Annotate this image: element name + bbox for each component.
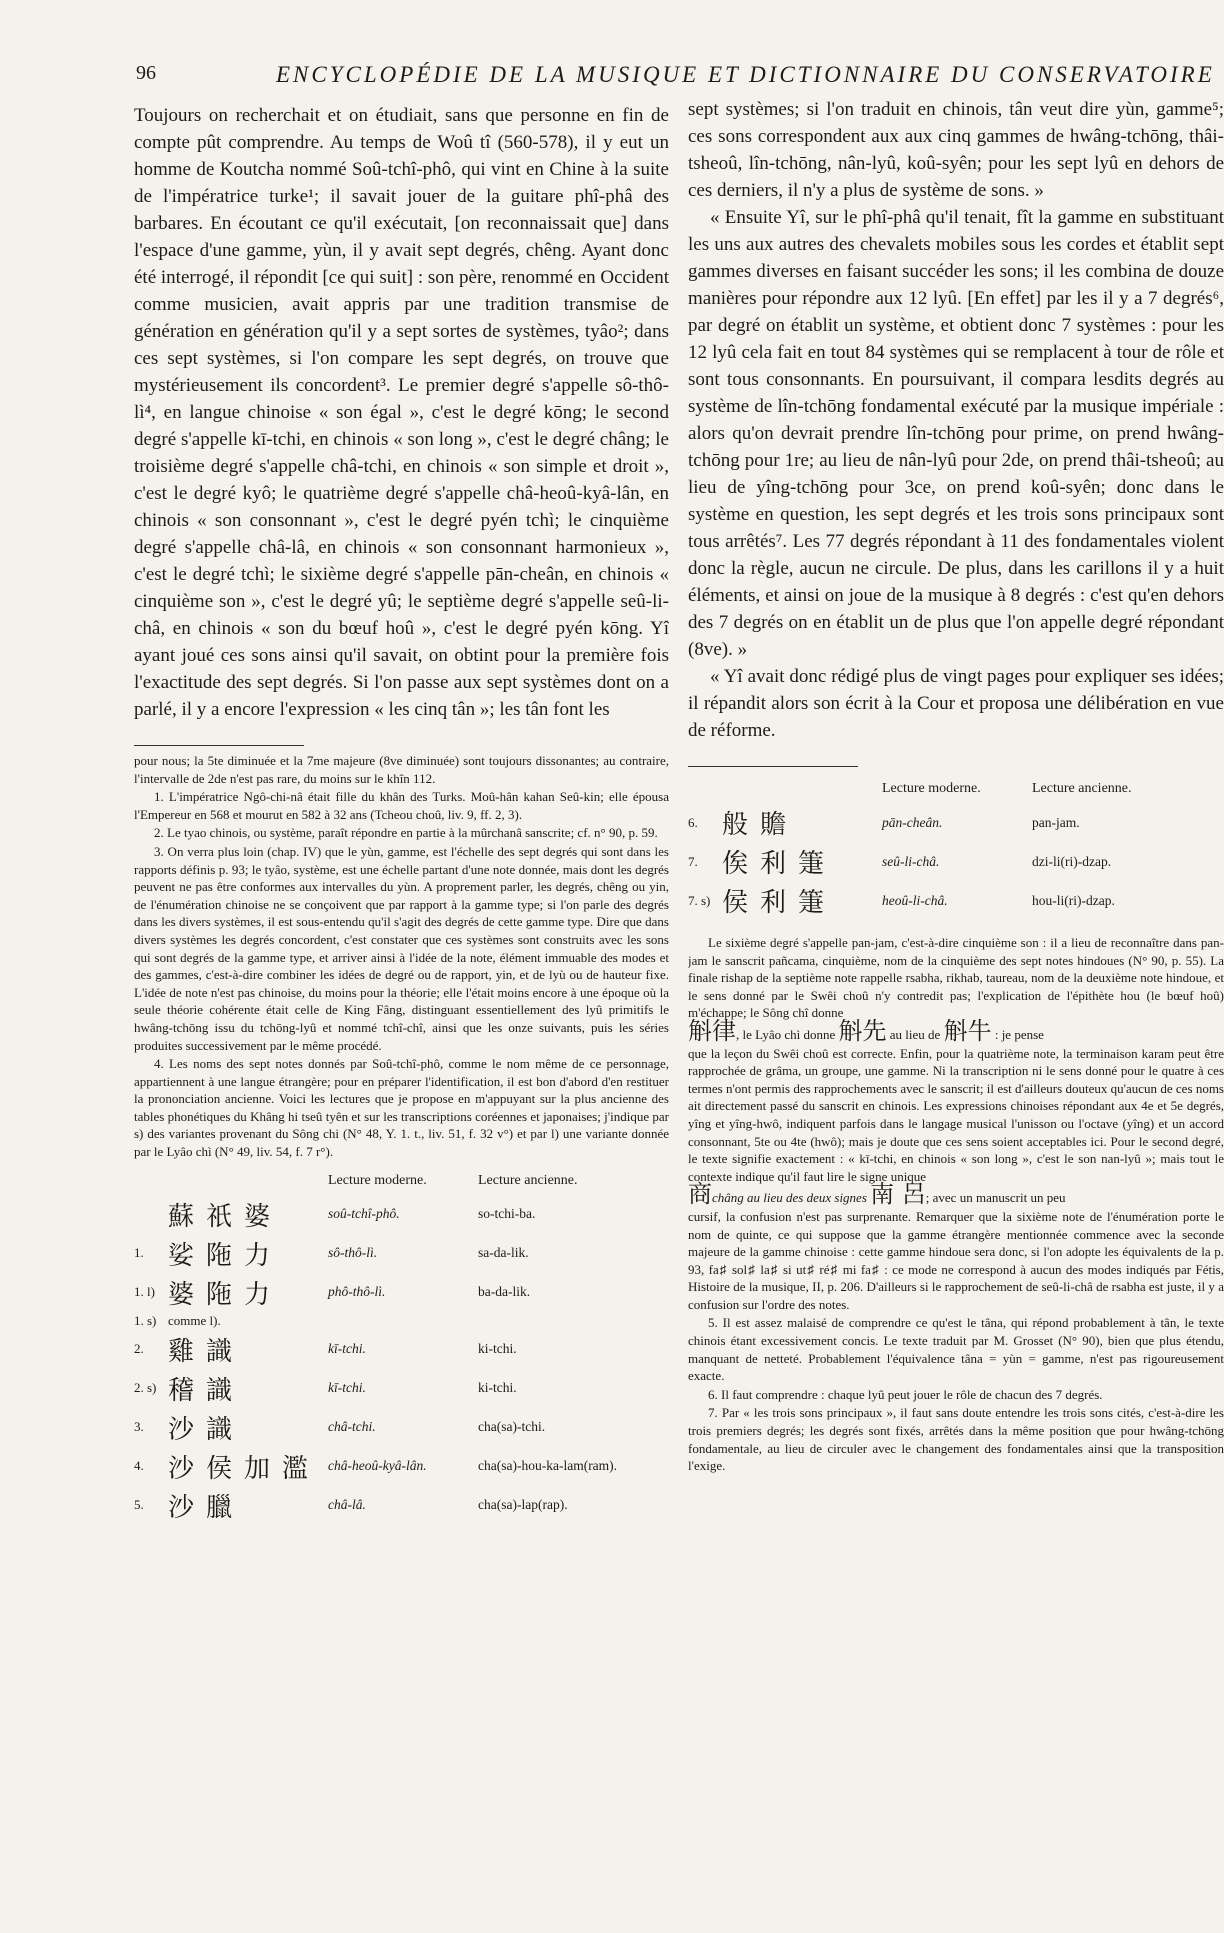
chinese-characters: 沙侯加濫 bbox=[168, 1453, 321, 1484]
table-row bbox=[134, 1408, 669, 1447]
footnote-rule bbox=[134, 745, 304, 746]
chinese-characters: 斛牛 bbox=[943, 1016, 992, 1045]
table-row bbox=[134, 1273, 669, 1312]
row-index: 6. bbox=[688, 814, 698, 830]
row-index: 7. bbox=[688, 853, 698, 869]
chinese-characters: 婆陁力 bbox=[168, 1279, 283, 1310]
right-footnotes bbox=[688, 934, 1224, 1475]
table-row bbox=[134, 1312, 669, 1330]
chinese-characters: 般贍 bbox=[722, 810, 799, 840]
modern-reading: sô-thô-lì. bbox=[328, 1245, 378, 1261]
row-index: 1. l) bbox=[134, 1284, 155, 1300]
row-index: 7. s) bbox=[688, 892, 711, 908]
footnote-4: 4. Les noms des sept notes donnés par Soû-tchî-phô, comme le nom même de ce personnage, appartiennent à une langue étrangère; pour en préparer l'identification, il est bon d'abord d'en restituer la prononciation ancienne. Voici les lectures que je propose en m'appuyant sur la plus ancienne des tables phonétiques du Khâng hi tseû tyên et sur les transcriptions coréennes et japonaises; j'indique par s) des variantes provenant du Sông chi (N° 48, Y. 1. t., liv. 51, f. 32 v°) et par l) une variante donnée par le Lyâo chì (N° 49, liv. 54, f. 7 r°). bbox=[134, 1056, 669, 1160]
row-index: 3. bbox=[134, 1419, 144, 1435]
chinese-characters: 商 bbox=[688, 1180, 712, 1209]
footnote-7: 7. Par « les trois sons principaux », il faut sans doute entendre les trois sons cités, c'est-à-dire les trois premiers degrés; les degrés sont fixés, arrêtés dans la même position que pour hwâng-tchōng fondamentale, au lieu de circuler avec le changement des fondamentales ainsi que la transposition l'exige. bbox=[688, 1405, 1224, 1474]
chinese-characters: 侯利箑 bbox=[722, 888, 837, 918]
table-row bbox=[134, 1195, 669, 1234]
table-row bbox=[134, 1486, 669, 1525]
footnote-6: 6. Il faut comprendre : chaque lyû peut jouer le rôle de chacun des 7 degrés. bbox=[708, 1386, 1103, 1402]
ancient-reading: cha(sa)-hou-ka-lam(ram). bbox=[478, 1458, 618, 1474]
footnote-4-continued: Le sixième degré s'appelle pan-jam, c'est-à-dire cinquième son : il a lieu de reconnaître dans pan-jam le sanscrit pañcama, cinquième, nom de la cinquième des sept notes hindoues (N° 90, p. 55). La finale rishap de la septième note rappelle rsabha, rikhab, taureau, nom de la deuxième note hindoue, et le sens donné par le Swêi choû n'y contredit pas; l'explication de l'épithète hou (le bœuf hoû) m'échappe; le Sông chî donne bbox=[688, 935, 1224, 1021]
chinese-characters: 斛先 bbox=[838, 1016, 887, 1045]
left-body-paragraph: Toujours on recherchait et on étudiait, sans que personne en fin de compte pût comprendre. Au temps de Woû tî (560-578), il y eut un homme de Koutcha nommé Soû-tchî-phô, qui vint en Chine à la suite de l'impératrice turke¹; il savait jouer de la guitare phî-phâ des barbares. En écoutant ce qu'il exécutait, [on reconnaissait que] dans l'espace d'une gamme, yùn, il y avait sept degrés, chêng. Ayant donc été interrogé, il répondit [ce qui suit] : son père, renommé en Occident comme musicien, avait appris par une tradition transmise de génération en génération qu'il y a sept sortes de systèmes, tyâo²; dans ces sept systèmes, si l'on compare les sept degrés, on trouve que mystérieusement ils concordent³. Le premier degré s'appelle sô-thô-lì⁴, en langue chinoise « son égal », c'est le degré kōng; le second degré s'appelle kī-tchi, en chinois « son long », c'est le degré châng; le troisième degré s'appelle châ-tchi, en chinois « son simple et droit », c'est le degré kyô; le quatrième degré s'appelle châ-heoû-kyâ-lân, en chinois « son consonnant », c'est le degré pyén tchì; le cinquième degré s'appelle châ-lâ, en chinois « son consonnant harmonieux », c'est le degré tchì; le sixième degré s'appelle pān-cheân, en chinois « cinquième son », c'est le degré yû; le septième degré s'appelle seû-li-châ, en chinois « son du bœuf hoû », c'est le degré pyén kōng. Yî ayant joué ces sons ainsi qu'il savait, on obtint pour la première fois l'exactitude des sept degrés. Si l'on passe aux sept systèmes dont on a parlé, il y a encore l'expression « les cinq tân »; les tân font les bbox=[134, 105, 669, 720]
chinese-characters: 娑陁力 bbox=[168, 1240, 283, 1271]
right-body-paragraph: « Yî avait donc rédigé plus de vingt pages pour expliquer ses idées; il répandit alors son écrit à la Cour et proposa une délibération en vue de réforme. bbox=[688, 666, 1224, 741]
footnote-4-continued: que la leçon du Swêi choû est correcte. Enfin, pour la quatrième note, la terminaison karam peut être rapprochée de grâma, un groupe, une gamme. Ni la transcription ni le sens donné pour le quatre à ces termes n'ont permis des rapprochements avec le sanscrit; il est d'ailleurs douteux qu'aucun de ces noms ait directement passé du sanscrit en chinois. Les expressions chinoises répondant aux 4e et 5e degrés, yîng et yîng-hwô, indiquent parfois dans le langage musical l'unisson ou l'octave (yîng) et un accord consonnant, 5te ou 4te (hwô); mais je doute que ces sens soient acceptables ici. Pour le second degré, le texte signifie exactement : « kī-tchi, en chinois « son long », c'est le son nan-lyû »; mais tout le contexte indique qu'il faut lire le signe unique bbox=[688, 1045, 1224, 1184]
inline-cjk-line: 商châng au lieu des deux signes 南 呂; avec un manuscrit un peu bbox=[688, 1180, 1066, 1209]
inline-cjk-line: 斛律, le Lyâo chì donne 斛先 au lieu de 斛牛 : je pense bbox=[688, 1016, 1044, 1045]
row-index: 4. bbox=[134, 1458, 144, 1474]
chinese-characters: 俟利箑 bbox=[722, 849, 837, 879]
table-row bbox=[688, 881, 1224, 920]
ancient-reading: cha(sa)-lap(rap). bbox=[478, 1497, 568, 1513]
chinese-characters: 南 呂 bbox=[870, 1180, 926, 1209]
modern-reading: soû-tchî-phô. bbox=[328, 1206, 400, 1222]
transcription-table-right bbox=[688, 781, 1224, 920]
right-body-paragraph: « Ensuite Yî, sur le phî-phâ qu'il tenait, fît la gamme en substituant les uns aux autres des chevalets mobiles sous les cordes et établit sept gammes diverses en faisant succéder les sons; il les combina de douze manières pour répondre aux 12 lyû. [En effet] par les il y a 7 degrés⁶, par degré on établit un système, et obtient donc 7 systèmes : pour les 12 lyû cela fait en tout 84 systèmes qui se remplacent à tour de rôle et sont tous consonnants. En poursuivant, il compara lesdits degrés au système de lîn-tchōng fondamental exécuté par la musique impériale : alors qu'on devrait prendre lîn-tchōng pour prime, on prend hwâng-tchōng pour 1re; au lieu de nân-lyû pour 2de, on prend thâi-tsheoû; au lieu de yîng-tchōng pour 3ce, on prend koû-syên; donc dans le système en question, les sept degrés et les trois sons principaux sont tous arrêtés⁷. Les 77 degrés répondant à 11 des fondamentales violent donc la règle, aucun ne circule. De plus, dans les carillons il y a huit éléments, et ainsi on joue de la musique à 8 degrés : c'est qu'en dehors des 7 degrés on en établit un de plus que l'on appelle degré répondant (8ve). » bbox=[688, 207, 1224, 660]
modern-reading: châ-tchi. bbox=[328, 1419, 376, 1435]
right-body bbox=[688, 96, 1224, 744]
modern-reading: châ-lâ. bbox=[328, 1497, 366, 1513]
variant-note: comme l). bbox=[168, 1312, 221, 1328]
table-row bbox=[134, 1369, 669, 1408]
footnote-2: 2. Le tyao chinois, ou système, paraît répondre en partie à la mûrchanâ sanscrite; cf. n° 90, p. 59. bbox=[154, 825, 658, 841]
modern-reading: seû-li-châ. bbox=[882, 853, 940, 869]
table-row bbox=[134, 1234, 669, 1273]
header-ancient-reading: Lecture ancienne. bbox=[478, 1172, 578, 1188]
row-index: 1. s) bbox=[134, 1312, 157, 1328]
table-row bbox=[134, 1447, 669, 1486]
chinese-characters: 雞識 bbox=[168, 1336, 245, 1367]
modern-reading: heoû-li-châ. bbox=[882, 892, 948, 908]
ancient-reading: so-tchi-ba. bbox=[478, 1206, 536, 1222]
left-footnotes bbox=[134, 752, 669, 1161]
table-row bbox=[688, 803, 1224, 842]
chinese-characters: 稽識 bbox=[168, 1375, 245, 1406]
table-row bbox=[134, 1330, 669, 1369]
modern-reading: kī-tchi. bbox=[328, 1380, 366, 1396]
ancient-reading: ki-tchi. bbox=[478, 1341, 517, 1357]
row-index: 5. bbox=[134, 1497, 144, 1513]
header-modern-reading: Lecture moderne. bbox=[328, 1172, 427, 1188]
footnote-1: 1. L'impératrice Ngô-chi-nâ était fille du khân des Turks. Moû-hân kahan Seû-kin; elle épousa l'Empereur en 568 et mourut en 582 à 32 ans (Tcheou choû, liv. 9, ff. 2, 3). bbox=[134, 789, 669, 822]
modern-reading: châ-heoû-kyâ-lân. bbox=[328, 1458, 427, 1474]
right-body-paragraph: sept systèmes; si l'on traduit en chinois, tân veut dire yùn, gamme⁵; ces sons correspondent aux aux cinq gammes de hwâng-tchōng, thâi-tsheoû, lîn-tchōng, nân-lyû, koû-syên; pour les sept lyû en dehors de ces derniers, il n'y a plus de système de sons. » bbox=[688, 99, 1224, 201]
modern-reading: phô-thô-lì. bbox=[328, 1284, 386, 1300]
row-index: 2. bbox=[134, 1341, 144, 1357]
ancient-reading: pan-jam. bbox=[1032, 814, 1080, 830]
footnote-5: 5. Il est assez malaisé de comprendre ce qu'est le tâna, qui répond probablement à tân, le texte chinois étant excessivement concis. Le texte traduit par M. Grosset (N° 90), bien que plus étendu, manquant de netteté. Probablement l'équivalence tâna = yùn = gamme, n'est pas rigoureusement exacte. bbox=[688, 1315, 1224, 1384]
modern-reading bbox=[328, 1312, 478, 1330]
ancient-reading: ba-da-lik. bbox=[478, 1284, 531, 1300]
ancient-reading bbox=[478, 1312, 669, 1330]
running-header bbox=[136, 62, 1215, 96]
table-row bbox=[688, 842, 1224, 881]
ancient-reading: cha(sa)-tchi. bbox=[478, 1419, 546, 1435]
modern-reading: kī-tchi. bbox=[328, 1341, 366, 1357]
footnote-3: 3. On verra plus loin (chap. IV) que le yùn, gamme, est l'échelle des sept degrés qui sont dans les rapports définis p. 93; le tyâo, système, est une échelle partant d'une note donnée, mais dont les degrés peuvent ne pas être conformes aux intervalles du yùn. A proprement parler, les degrés, chêng ou yin, de l'énumération chinoise ne se conçoivent que par rapport à la gamme type; si l'on parle des degrés dans les divers systèmes, il est sous-entendu qu'il s'agit des degrés de cette gamme type. Dire que dans divers systèmes les degrés concordent, c'est constater que ces systèmes sont construits avec les sons qui sont degrés de la gamme type, et arriver ainsi à l'idée de la note, élément immuable des modes et des gammes, c'est-à-dire combiner les idées de degré ou de rapport, yin, et de lyù ou de hauteur fixe. L'idée de note n'est pas chinoise, du moins pour la théorie; elle l'était moins encore à une époque où la seule théorie cohérente était celle de King Fâng, distinguant essentiellement des lyû primitifs le hwâng-tchōng issu du tchōng-lyû et nommé tchî-chî, ainsi que les onze suivants, puis les séries produites successivement par le même procédé. bbox=[134, 843, 669, 1053]
footnote-continuation: pour nous; la 5te diminuée et la 7me majeure (8ve diminuée) sont toujours dissonantes; au contraire, l'intervalle de 2de n'est pas rare, du moins sur le khîn 112. bbox=[134, 753, 669, 786]
footnote-4-continued: cursif, la confusion n'est pas surprenante. Remarquer que la sixième note de l'énumération porte le nom de quinte, ce qui suppose que la gamme étrangère mentionnée commence avec la seconde majeure de la gamme chinoise : cette gamme hindoue sera donc, si l'on adopte les équivalents de la p. 93, fa♯ sol♯ la♯ si ut♯ ré♯ mi fa♯ : ce mode ne correspond à aucun des modes indiqués par Fétis, Histoire de la musique, II, p. 206. D'ailleurs si le rapprochement de seû-li-châ de rsabha est juste, il y a confusion sur l'ordre des notes. bbox=[688, 1208, 1224, 1312]
running-title: ENCYCLOPÉDIE DE LA MUSIQUE ET DICTIONNAIRE DU CONSERVATOIRE bbox=[276, 62, 1215, 87]
page-number: 96 bbox=[136, 62, 156, 84]
modern-reading: pān-cheân. bbox=[882, 814, 943, 830]
chinese-characters: 沙臘 bbox=[168, 1492, 245, 1523]
right-column bbox=[688, 96, 1224, 1926]
footnote-rule bbox=[688, 766, 858, 767]
chinese-characters: 沙識 bbox=[168, 1414, 245, 1445]
header-modern-reading: Lecture moderne. bbox=[882, 781, 981, 796]
row-index: 1. bbox=[134, 1245, 144, 1261]
ancient-reading: sa-da-lik. bbox=[478, 1245, 529, 1261]
chinese-characters: 斛律 bbox=[688, 1016, 736, 1045]
left-body bbox=[134, 102, 669, 723]
row-index: 2. s) bbox=[134, 1380, 157, 1396]
ancient-reading: dzi-li(ri)-dzap. bbox=[1032, 853, 1112, 869]
transcription-table-left bbox=[134, 1173, 669, 1525]
left-column bbox=[134, 102, 669, 1922]
ancient-reading: ki-tchi. bbox=[478, 1380, 517, 1396]
chinese-characters: 蘇祇婆 bbox=[168, 1201, 283, 1232]
ancient-reading: hou-li(ri)-dzap. bbox=[1032, 892, 1115, 908]
header-ancient-reading: Lecture ancienne. bbox=[1032, 781, 1132, 796]
row-index bbox=[134, 1195, 168, 1234]
